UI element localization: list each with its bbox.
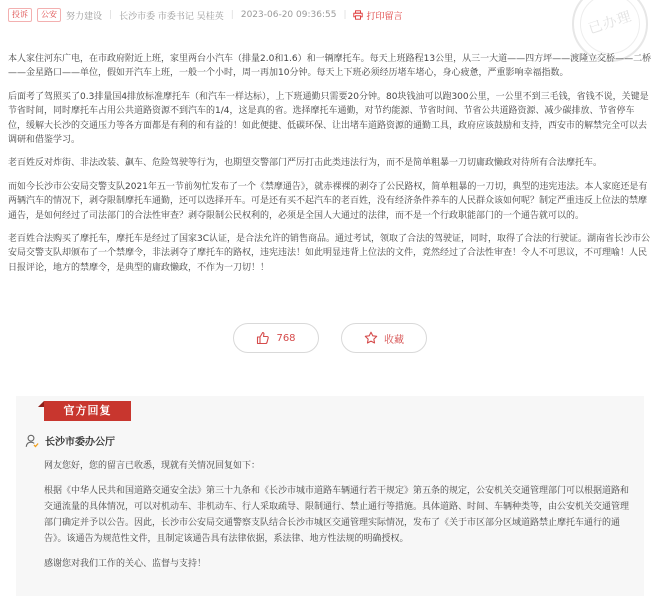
message-paragraph: 老百姓合法购买了摩托车，摩托车是经过了国家3C认证，是合法允许的销售商品。通过考试，领取了合法的驾驶证，同时，取得了合法的行驶证。湖南省长沙市公安局交警支队却颁布了一个禁摩令，非法剥夺了摩托车的路权，违宪违法！如此明显违背上位法的文件，竟然经过了合法性审查！令人不可思议，不可理喻！人民日报评论，地方的禁摩令，是典型的庸政懒政，不作为一刀切！！ bbox=[8, 234, 651, 273]
message-paragraph: 后面考了驾照买了0.3排量国4排放标准摩托车（和汽车一样达标），上下班通勤只需要20分钟。80块钱油可以跑300公里，一公里不到三毛钱，省钱不说，关键是节省时间，同时摩托车占用公共道路资源不到汽车的1/4，这是真的省。选择摩托车通勤，对节约能源、节省时间、节省公共道路资源、减少碳排放、节省停车位，缓解大长沙的交通压力等各方面都是有利的和有益的！如此便捷、低碳环保、让出堵车道路资源的通勤工具，政府应该鼓励和支持，西安市的解禁完全可以去调研和借鉴学习。 bbox=[8, 91, 649, 146]
official-reply-ribbon bbox=[44, 401, 131, 421]
divider: | bbox=[230, 10, 234, 20]
message-paragraph: 本人家住河东广电，在市政府附近上班，家里两台小汽车（排量2.0和1.6）和一辆摩托车。每天上班路程13公里，从三一大道——四方坪——渡隆立交桥——二桥——金星路口——单位，假如开汽车上班，一般一个小时，周一再加10分钟。每天上下班必须经历堵车堵心，身心疲惫，严重影响幸福指数。 bbox=[8, 54, 652, 79]
message-datetime: 2023-06-20 09:36:55 bbox=[240, 10, 337, 20]
thumbs-up-icon bbox=[256, 331, 270, 345]
stamp-text: 已办理 bbox=[586, 8, 635, 38]
print-button[interactable] bbox=[353, 9, 402, 22]
official-reply-panel bbox=[16, 396, 644, 596]
reply-paragraph: 感谢您对我们工作的关心、监督与支持！ bbox=[44, 559, 207, 569]
user-icon bbox=[25, 434, 39, 448]
print-icon bbox=[353, 10, 363, 20]
message-target: 长沙市委 市委书记 吴桂英 bbox=[119, 11, 224, 22]
ribbon-fold bbox=[38, 401, 44, 407]
tag-complaint[interactable]: 投诉 bbox=[8, 8, 32, 22]
favorite-button[interactable] bbox=[341, 323, 427, 353]
reply-paragraph: 根据《中华人民共和国道路交通安全法》第三十九条和《长沙市城市道路车辆通行若干规定》第五条的规定，公安机关交通管理部门可以根据道路和交通流量的具体情况，可以对机动车、非机动车、行人采取疏导、限制通行、禁止通行等措施。具体道路、时间、车辆种类等，由公安机关交通管理部门确定并予以公告。因此，长沙市公安局交通警察支队结合长沙市城区交通管理实际情况，发布了《关于市区部分区域道路禁止摩托车通行的通告》。该通告为规范性文件，且制定该通告具有法律依据，系法律、地方性法规的明确授权。 bbox=[44, 486, 630, 544]
message-meta-bar bbox=[8, 6, 403, 24]
print-label: 打印留言 bbox=[366, 11, 403, 22]
star-icon bbox=[364, 331, 378, 345]
tag-public-security[interactable]: 公安 bbox=[37, 8, 61, 22]
message-content bbox=[8, 52, 652, 284]
message-paragraph: 而如今长沙市公安局交警支队2021年五一节前匆忙发布了一个《禁摩通告》，就赤裸裸的剥夺了公民路权，简单粗暴的一刀切，典型的违宪违法。本人家庭还是有两辆汽车的情况下，剥夺限制摩托车通勤，还可以选择开车。可是还有买不起汽车的老百姓，没有经济条件养车的人民群众该如何呢？制定严重违反上位法的禁摩通告，是如何经过了司法部门的合法性审查？剥夺限制公民权利的，必须是全国人大通过的法律，而不是一个行政职能部门的一个通告就可以的。 bbox=[8, 181, 648, 221]
reply-content bbox=[44, 458, 636, 581]
message-title: 努力建设 bbox=[66, 11, 103, 22]
reply-department bbox=[25, 433, 115, 448]
message-paragraph: 老百姓反对炸街、非法改装、飙车、危险驾驶等行为，也期望交警部门严厉打击此类违法行为，而不是简单粗暴一刀切庸政懒政对待所有合法摩托车。 bbox=[8, 158, 603, 169]
divider: | bbox=[343, 10, 347, 20]
like-count: 768 bbox=[276, 332, 296, 344]
like-button[interactable] bbox=[233, 323, 319, 353]
message-actions bbox=[0, 323, 660, 353]
reply-paragraph: 网友您好，您的留言已收悉，现就有关情况回复如下： bbox=[44, 461, 261, 471]
divider: | bbox=[109, 10, 113, 20]
department-name: 长沙市委办公厅 bbox=[45, 437, 115, 448]
ribbon-label: 官方回复 bbox=[63, 404, 112, 417]
favorite-label: 收藏 bbox=[384, 334, 404, 346]
